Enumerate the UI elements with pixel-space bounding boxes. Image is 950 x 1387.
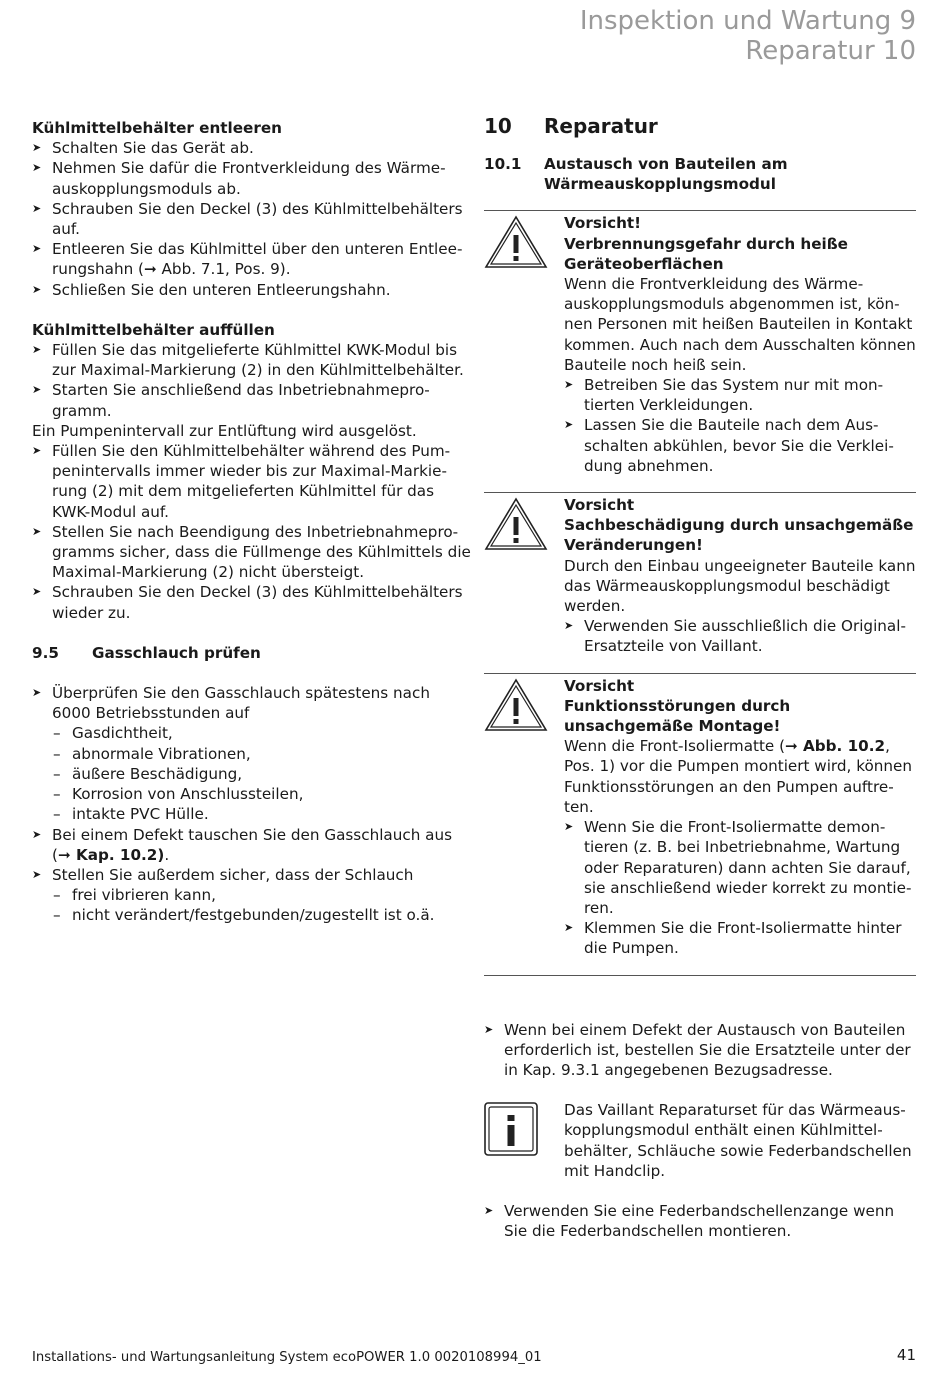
warning-label: Vorsicht! — [564, 214, 642, 233]
info-box — [484, 1100, 916, 1181]
warning-text — [564, 736, 916, 817]
info-icon — [484, 1102, 538, 1156]
sub-item: – Korrosion von Anschlussteilen, — [52, 784, 472, 804]
warning-text: Wenn die Frontverkleidung des Wärmeauskopplungsmoduls abgenommen ist, können Personen mit heißen Bauteilen in Kontakt kommen. Auch nach dem Ausschalten können Bauteile noch heiß sein. — [564, 275, 916, 374]
warning-triangle-icon — [484, 497, 548, 551]
section-number: 10.1 — [484, 155, 522, 173]
list-item — [32, 683, 472, 824]
list-item — [32, 865, 472, 926]
warning-label: Vorsicht — [564, 496, 635, 515]
cross-reference: ➞ Abb. 10.2 — [785, 737, 886, 756]
list-item: ➤ Verwenden Sie ausschließlich die Original-Ersatzteile von Vaillant. — [564, 616, 916, 656]
warning-box-burn — [484, 210, 916, 492]
warning-title: Funktionsstörungen durch unsachgemäße Montage! — [564, 696, 791, 736]
warning-text-part: , Pos. 1) vor die Pumpen montiert wird, können Funktionsstörungen an den Pumpen auftreten. — [564, 737, 912, 816]
warning-list — [564, 375, 916, 476]
warning-text: Durch den Einbau ungeeigneter Bauteile kann das Wärmeauskopplungsmodul beschädigt werden. — [564, 556, 916, 616]
warning-triangle-icon — [484, 215, 548, 269]
section-title — [544, 154, 788, 194]
info-text: Das Vaillant Reparaturset für das Wärmeauskopplungsmodul enthält einen Kühlmittelbehälter, Schläuche sowie Federbandschellen mit Handclip. — [564, 1101, 912, 1180]
header-line-1: Inspektion und Wartung 9 — [579, 6, 916, 36]
warning-title: Verbrennungsgefahr durch heiße Geräteoberflächen — [564, 234, 848, 273]
list-item: ➤ Betreiben Sie das System nur mit montierten Verkleidungen. — [564, 375, 916, 415]
list-item: ➤ Schrauben Sie den Deckel (3) des Kühlmittelbehälters auf. — [32, 199, 472, 239]
list-item: ➤ Füllen Sie das mitgelieferte Kühlmittel KWK-Modul bis zur Maximal-Markierung (2) in den Kühlmittelbehälter. — [32, 340, 472, 380]
list-gas-hose — [32, 683, 472, 925]
cross-reference: ➞ Kap. 10.2) — [57, 845, 165, 864]
subheading-drain: Kühlmittelbehälter entleeren — [32, 119, 282, 137]
sub-item: – frei vibrieren kann, — [52, 885, 472, 905]
subheading-fill: Kühlmittelbehälter auffüllen — [32, 320, 275, 339]
chapter-number: 10 — [484, 114, 512, 138]
warning-list — [564, 817, 916, 958]
list-item-text: . — [164, 845, 170, 864]
sub-item: – intakte PVC Hülle. — [52, 804, 472, 824]
list-item-text: Bei einem Defekt tauschen Sie den Gasschlauch aus ( — [52, 825, 452, 864]
chapter-title: Reparatur — [544, 114, 658, 138]
warning-box-malfunction — [484, 673, 916, 976]
list-order-parts — [484, 1020, 916, 1081]
list-item — [32, 825, 472, 865]
list-item: ➤ Wenn Sie die Front-Isoliermatte demontieren (z. B. bei Inbetriebnahme, Wartung oder Reparaturen) dann achten Sie darauf, sie anschließend wieder korrekt zu montieren. — [564, 817, 916, 918]
list-item: ➤ Schalten Sie das Gerät ab. — [32, 138, 472, 158]
list-item: ➤ Verwenden Sie eine Federbandschellenzange wenn Sie die Federbandschellen montieren. — [484, 1201, 916, 1241]
left-column — [32, 118, 472, 926]
warning-text-part: Wenn die Front-Isoliermatte ( — [564, 737, 786, 756]
list-item-text: Stellen Sie außerdem sicher, dass der Schlauch — [52, 865, 414, 884]
list-item: ➤ Entleeren Sie das Kühlmittel über den unteren Entleerungshahn (➞ Abb. 7.1, Pos. 9). — [32, 239, 472, 279]
section-heading-9-5 — [32, 643, 472, 663]
page-header — [580, 6, 916, 66]
section-title-line: Austausch von Bauteilen am — [544, 155, 788, 173]
list-fill-a — [32, 340, 472, 421]
sub-list — [52, 723, 472, 824]
header-line-2: Reparatur 10 — [745, 36, 916, 66]
note-pump-interval: Ein Pumpenintervall zur Entlüftung wird ausgelöst. — [32, 421, 417, 440]
warning-title: Sachbeschädigung durch unsachgemäße Veränderungen! — [564, 516, 914, 555]
list-item: ➤ Klemmen Sie die Front-Isoliermatte hinter die Pumpen. — [564, 918, 916, 958]
section-heading-10-1 — [484, 154, 916, 194]
sub-item: – abnormale Vibrationen, — [52, 744, 472, 764]
list-item: ➤ Lassen Sie die Bauteile nach dem Ausschalten abkühlen, bevor Sie die Verkleidung abnehmen. — [564, 415, 916, 476]
warning-triangle-icon — [484, 678, 548, 732]
chapter-heading — [484, 112, 916, 140]
sub-list — [52, 885, 472, 925]
list-item: ➤ Stellen Sie nach Beendigung des Inbetriebnahmeprogramms sicher, dass die Füllmenge des Kühlmittels die Maximal-Markierung (2) nicht übersteigt. — [32, 522, 472, 583]
section-title-line: Wärmeauskopplungsmodul — [544, 175, 776, 194]
list-item: ➤ Schließen Sie den unteren Entleerungshahn. — [32, 280, 472, 300]
warning-box-damage — [484, 492, 916, 673]
footer-text: Installations- und Wartungsanleitung System ecoPOWER 1.0 0020108994_01 — [32, 1350, 542, 1365]
list-item: ➤ Schrauben Sie den Deckel (3) des Kühlmittelbehälters wieder zu. — [32, 582, 472, 622]
warning-list — [564, 616, 916, 656]
page-number: 41 — [896, 1346, 916, 1364]
list-tool — [484, 1201, 916, 1241]
list-item: ➤ Füllen Sie den Kühlmittelbehälter während des Pumpenintervalls immer wieder bis zur Maximal-Markierung (2) mit dem mitgelieferten Kühlmittel für das KWK-Modul auf. — [32, 441, 472, 522]
list-item-text: Überprüfen Sie den Gasschlauch spätestens nach 6000 Betriebsstunden auf — [52, 684, 430, 723]
list-item: ➤ Nehmen Sie dafür die Frontverkleidung des Wärmeauskopplungsmoduls ab. — [32, 158, 472, 198]
sub-item: – nicht verändert/festgebunden/zugestellt ist o.ä. — [52, 905, 472, 925]
list-fill-b — [32, 441, 472, 623]
list-item: ➤ Wenn bei einem Defekt der Austausch von Bauteilen erforderlich ist, bestellen Sie die Ersatzteile unter der in Kap. 9.3.1 angegebenen Bezugsadresse. — [484, 1020, 916, 1081]
list-item: ➤ Starten Sie anschließend das Inbetriebnahmeprogramm. — [32, 380, 472, 420]
section-number: 9.5 — [32, 643, 59, 662]
right-column — [484, 112, 916, 1241]
sub-item: – äußere Beschädigung, — [52, 764, 472, 784]
list-drain — [32, 138, 472, 300]
warning-label: Vorsicht — [564, 676, 635, 695]
section-title: Gasschlauch prüfen — [92, 643, 261, 662]
sub-item: – Gasdichtheit, — [52, 723, 472, 743]
